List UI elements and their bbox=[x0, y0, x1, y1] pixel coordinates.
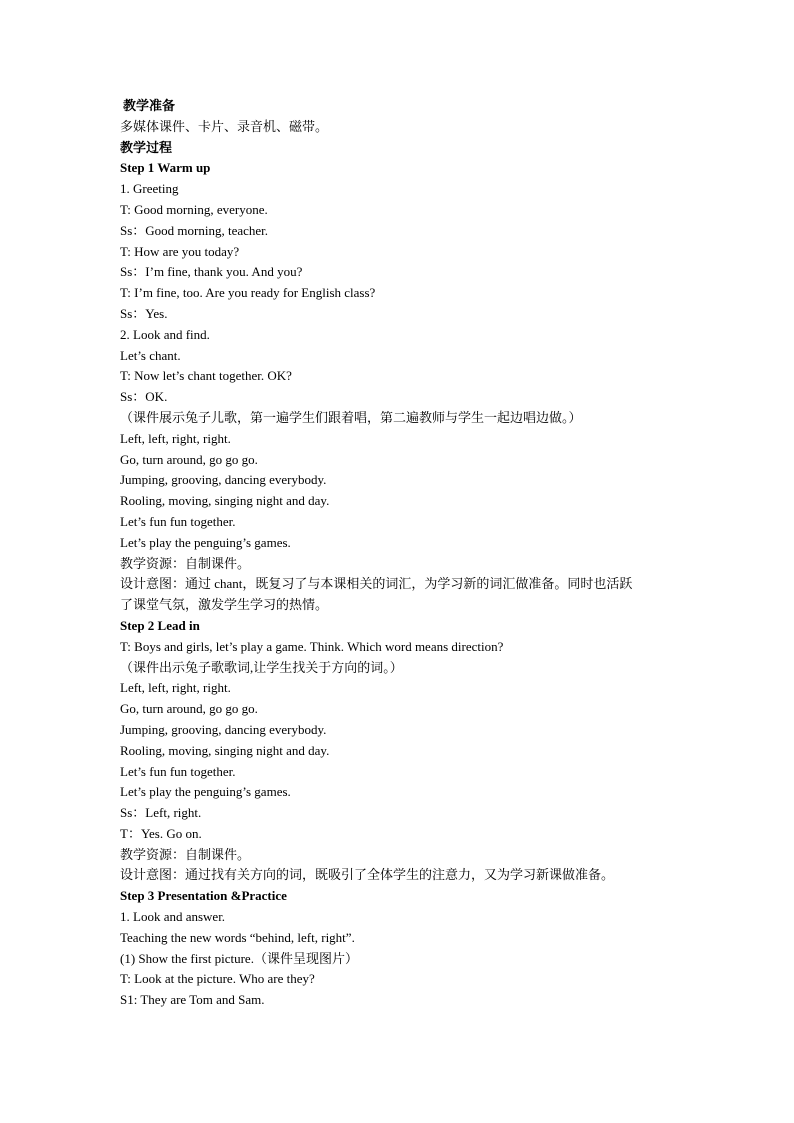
text-line: 教学资源：自制课件。 bbox=[120, 555, 251, 571]
text-line: Let’s play the penguing’s games. bbox=[120, 534, 291, 550]
text-line: Go, turn around, go go go. bbox=[120, 701, 258, 717]
text-line: T: Look at the picture. Who are they? bbox=[120, 971, 315, 987]
text-line: Ss：I’m fine, thank you. And you? bbox=[120, 264, 303, 280]
text-line: 设计意图：通过找有关方向的词，既吸引了全体学生的注意力，又为学习新课做准备。 bbox=[120, 867, 615, 883]
document-body bbox=[120, 96, 680, 1011]
text-line: T: Boys and girls, let’s play a game. Think. Which word means direction? bbox=[120, 638, 504, 654]
text-line: Let’s play the penguing’s games. bbox=[120, 784, 291, 800]
section-heading: Step 1 Warm up bbox=[120, 160, 211, 176]
text-line: 了课堂气氛，激发学生学习的热情。 bbox=[120, 597, 329, 613]
text-line: Left, left, right, right. bbox=[120, 430, 231, 446]
text-line: 2. Look and find. bbox=[120, 326, 210, 342]
text-line: Rooling, moving, singing night and day. bbox=[120, 493, 330, 509]
section-heading: 教学过程 bbox=[120, 139, 173, 155]
section-heading: Step 2 Lead in bbox=[120, 617, 200, 633]
text-line: 设计意图：通过 chant，既复习了与本课相关的词汇，为学习新的词汇做准备。同时也活跃 bbox=[120, 576, 633, 592]
text-line: Ss：Good morning, teacher. bbox=[120, 222, 269, 238]
text-line: T: Now let’s chant together. OK? bbox=[120, 368, 292, 384]
text-line: Let’s chant. bbox=[120, 347, 181, 363]
text-line: （课件展示兔子儿歌，第一遍学生们跟着唱，第二遍教师与学生一起边唱边做。） bbox=[120, 409, 582, 425]
text-line: （课件出示兔子歌歌词,让学生找关于方向的词。） bbox=[120, 659, 403, 675]
text-line: (1) Show the first picture.（课件呈现图片） bbox=[120, 950, 358, 966]
text-line: 教学资源：自制课件。 bbox=[120, 846, 251, 862]
text-line: Go, turn around, go go go. bbox=[120, 451, 258, 467]
text-line: 多媒体课件、卡片、录音机、磁带。 bbox=[120, 118, 329, 134]
text-line: T: How are you today? bbox=[120, 243, 240, 259]
text-line: Ss：Yes. bbox=[120, 305, 168, 321]
section-heading: Step 3 Presentation &Practice bbox=[120, 888, 287, 904]
text-line: T：Yes. Go on. bbox=[120, 825, 202, 841]
text-line: S1: They are Tom and Sam. bbox=[120, 992, 265, 1008]
text-line: T: I’m fine, too. Are you ready for English class? bbox=[120, 285, 376, 301]
text-line: Let’s fun fun together. bbox=[120, 763, 236, 779]
text-line: Ss：Left, right. bbox=[120, 805, 202, 821]
text-line: Teaching the new words “behind, left, right”. bbox=[120, 929, 355, 945]
text-line: 1. Look and answer. bbox=[120, 909, 226, 925]
text-line: Let’s fun fun together. bbox=[120, 513, 236, 529]
text-line: Ss：OK. bbox=[120, 389, 168, 405]
section-heading: 教学准备 bbox=[123, 98, 176, 113]
text-line: Left, left, right, right. bbox=[120, 680, 231, 696]
text-line: Jumping, grooving, dancing everybody. bbox=[120, 472, 327, 488]
text-line: Jumping, grooving, dancing everybody. bbox=[120, 721, 327, 737]
text-line: Rooling, moving, singing night and day. bbox=[120, 742, 330, 758]
text-line: T: Good morning, everyone. bbox=[120, 201, 268, 217]
text-line: 1. Greeting bbox=[120, 181, 179, 197]
